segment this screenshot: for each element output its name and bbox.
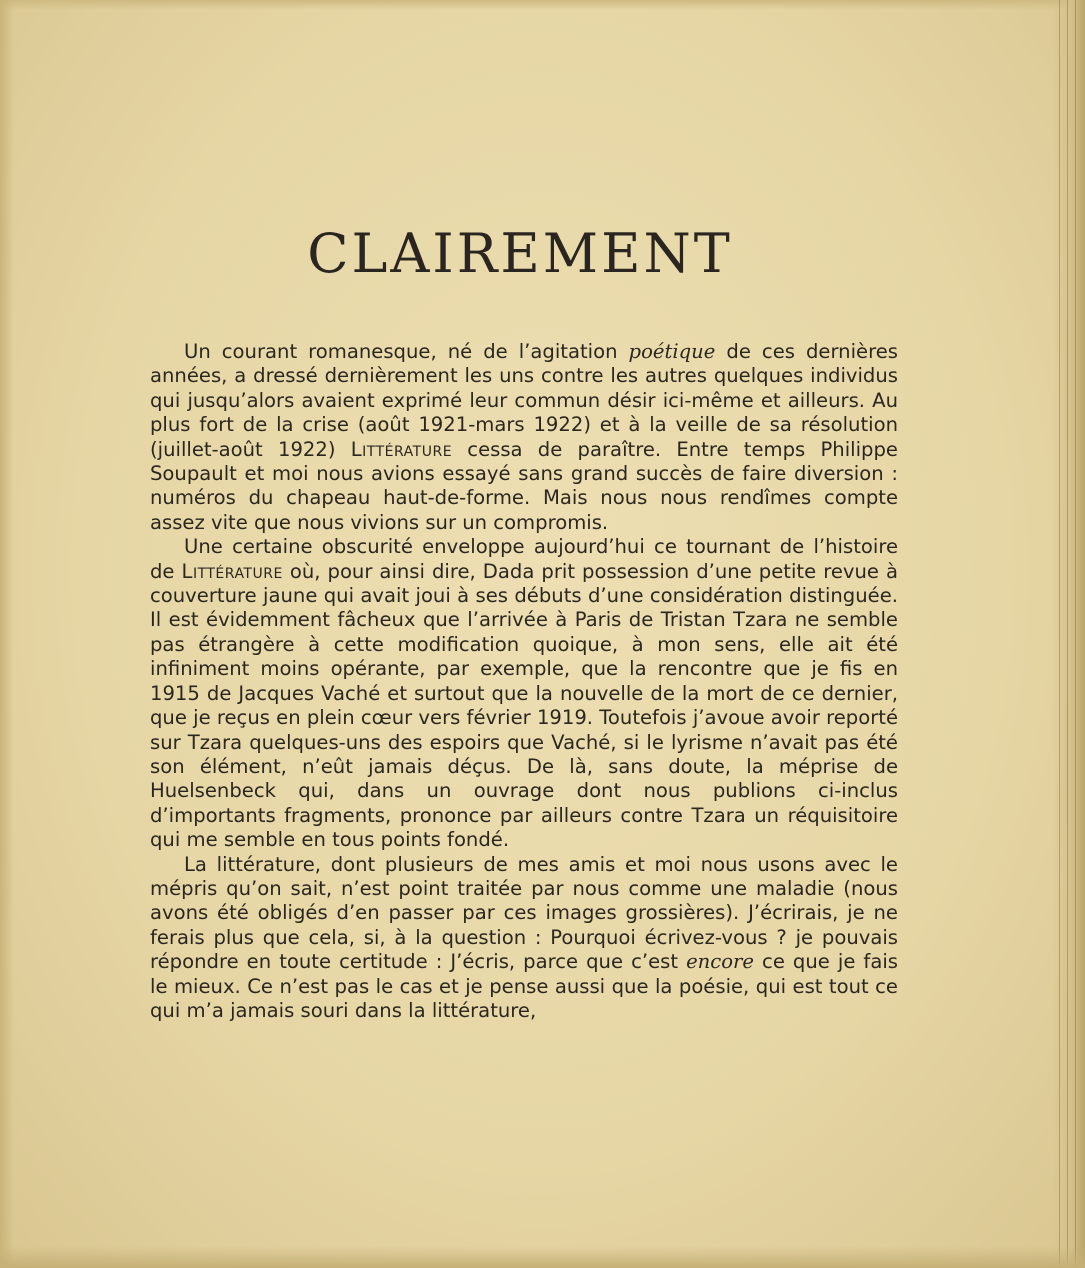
page-top-edge	[0, 0, 1085, 10]
paragraph-2-segment: où, pour ainsi dire, Dada prit possession d’une petite revue à couverture jaune qui avait joui à ses débuts d’une considération distinguée. Il est évidemment fâcheux que l’arrivée à Paris de Tristan Tzara ne semble pas étrangère à cette modification quoique, à mon sens, elle ait été infiniment moins opérante, par exemple, que la rencontre que je fis en 1915 de Jacques Vaché et surtout que la nouvelle de la mort de ce dernier, que je reçus en plein cœur vers février 1919. Toutefois j’avoue avoir reporté sur Tzara quelques-uns des espoirs que Vaché, si le lyrisme n’avait pas été son élément, n’eût jamais déçus. De là, sans doute, la méprise de Huelsenbeck qui, dans un ouvrage dont nous publions ci-inclus d’importants fragments, prononce par ailleurs contre Tzara un réquisitoire qui me semble en tous points fondé.	[150, 559, 898, 852]
paragraph-1-smallcaps-segment: Littérature	[350, 437, 453, 461]
paragraph-1-segment: cessa de paraître. Entre temps Philippe Soupault et moi nous avions essayé sans grand succès de faire diversion : numéros du chapeau haut-de-forme. Mais nous nous rendîmes compte assez vite que nous vivions sur un compromis.	[150, 437, 898, 534]
article-body	[150, 340, 898, 1023]
paragraph-1	[150, 340, 898, 535]
paragraph-1-segment: Un courant romanesque, né de l’agitation	[184, 340, 629, 363]
paragraph-2-segment: Une certaine obscurité enveloppe aujourd’hui ce tournant de l’histoire de	[150, 535, 898, 583]
paragraph-3-segment: ce que je fais le mieux. Ce n’est pas le cas et je pense aussi que la poésie, qui est tout ce qui m’a jamais souri dans la littérature,	[150, 950, 898, 1022]
paragraph-3-italic-segment: encore	[686, 950, 755, 974]
page-left-edge	[0, 0, 14, 1268]
paragraph-1-italic-segment: poétique	[628, 340, 716, 363]
page-bottom-edge	[0, 1246, 1085, 1268]
page-right-edge	[1051, 0, 1085, 1268]
paragraph-2-smallcaps-segment: Littérature	[181, 559, 283, 583]
paragraph-1-segment: de ces dernières années, a dressé dernièrement les uns contre les autres quelques individus qui jusqu’alors avaient exprimé leur commun désir ici-même et ailleurs. Au plus fort de la crise (août 1921-mars 1922) et à la veille de sa résolution (juillet-août 1922)	[150, 340, 898, 461]
paragraph-3-segment: La littérature, dont plusieurs de mes amis et moi nous usons avec le mépris qu’on sait, n’est point traitée par nous comme une maladie (nous avons été obligés d’en passer par ces images grossières). J’écrirais, je ne ferais plus que cela, si, à la question : Pourquoi écrivez-vous ? je pouvais répondre en toute certitude : J’écris, parce que c’est	[150, 852, 898, 974]
paragraph-3	[150, 853, 898, 1024]
article-title: CLAIREMENT	[307, 222, 733, 285]
paragraph-2	[150, 535, 898, 852]
